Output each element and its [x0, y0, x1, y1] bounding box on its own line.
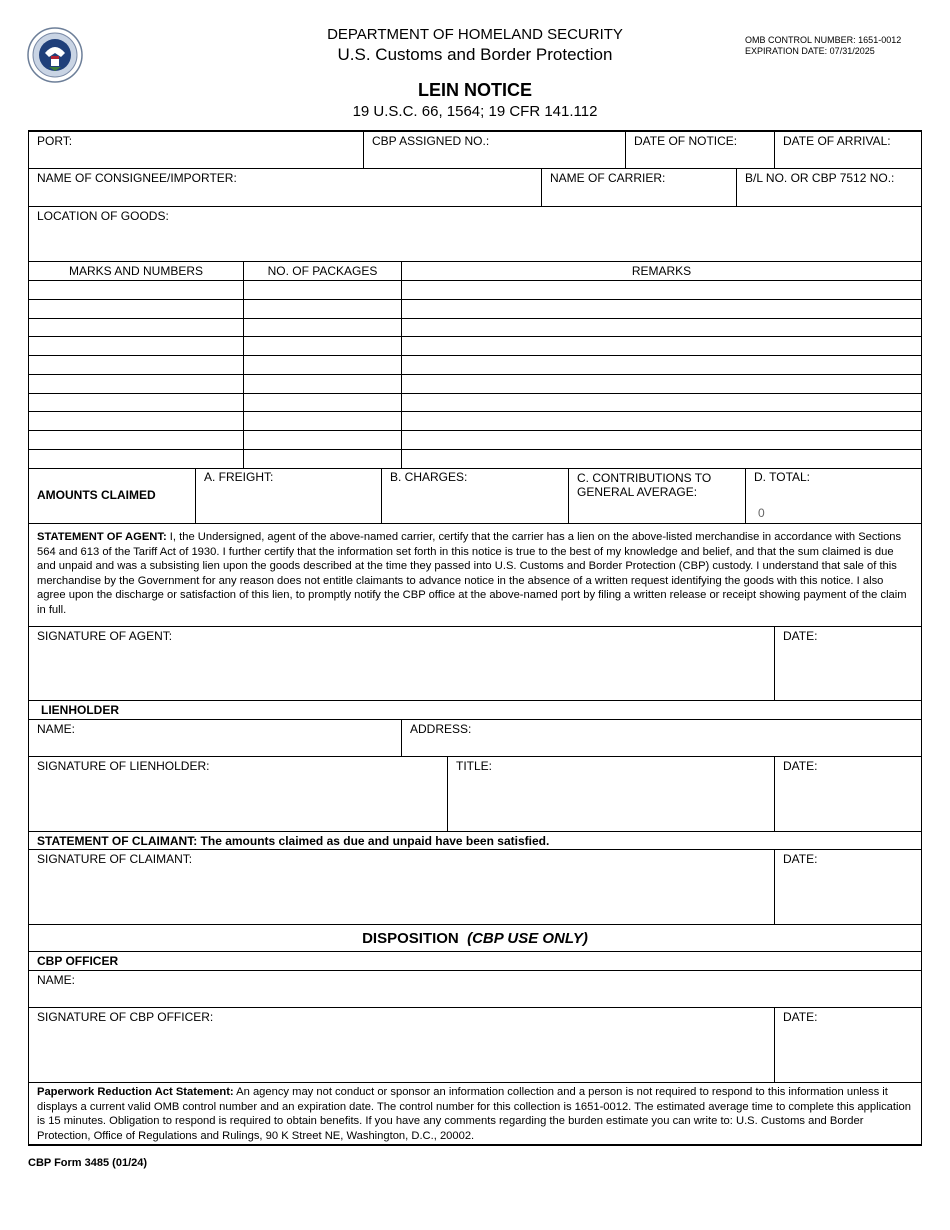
- freight-label: A. FREIGHT:: [204, 470, 274, 484]
- cbp-officer-name-field[interactable]: [29, 971, 921, 1008]
- charges-label: B. CHARGES:: [390, 470, 468, 484]
- date-of-arrival-field[interactable]: [775, 132, 921, 168]
- agent-date-field[interactable]: [775, 627, 921, 700]
- row-consignee: [29, 169, 921, 207]
- total-label: D. TOTAL:: [754, 470, 811, 484]
- date-of-arrival-label: DATE OF ARRIVAL:: [783, 134, 891, 148]
- agent-signature-field[interactable]: [29, 627, 775, 700]
- remarks-cell[interactable]: [402, 356, 921, 374]
- row-port: [29, 132, 921, 169]
- marks-numbers-cell[interactable]: [29, 375, 244, 393]
- remarks-cell[interactable]: [402, 281, 921, 299]
- marks-numbers-cell[interactable]: [29, 412, 244, 430]
- remarks-cell[interactable]: [402, 412, 921, 430]
- lien-notice-form: [28, 130, 922, 1146]
- cbp-officer-name-label: NAME:: [37, 973, 76, 987]
- date-of-notice-label: DATE OF NOTICE:: [634, 134, 738, 148]
- lienholder-heading: LIENHOLDER: [41, 703, 119, 717]
- goods-table-row: [29, 431, 921, 450]
- carrier-field[interactable]: [542, 169, 737, 206]
- amounts-claimed-label-cell: [29, 468, 196, 523]
- remarks-cell[interactable]: [402, 375, 921, 393]
- goods-table-header: [29, 262, 921, 281]
- row-officer-signature: [29, 1008, 921, 1083]
- row-claimant-signature: [29, 850, 921, 925]
- packages-cell[interactable]: [244, 375, 402, 393]
- bl-no-label: B/L NO. OR CBP 7512 NO.:: [745, 171, 895, 185]
- goods-table-row: [29, 412, 921, 431]
- claimant-date-label: DATE:: [783, 852, 818, 866]
- form-number: CBP Form 3485 (01/24): [28, 1157, 148, 1169]
- goods-table-row: [29, 319, 921, 338]
- packages-cell[interactable]: [244, 319, 402, 337]
- lienholder-date-field[interactable]: [775, 757, 921, 831]
- marks-numbers-header: MARKS AND NUMBERS: [29, 262, 244, 280]
- remarks-header: REMARKS: [631, 264, 692, 278]
- marks-numbers-cell[interactable]: [29, 300, 244, 318]
- goods-table-row: [29, 375, 921, 394]
- claimant-signature-label: SIGNATURE OF CLAIMANT:: [37, 852, 193, 866]
- omb-expiration-date: EXPIRATION DATE: 07/31/2025: [745, 46, 875, 56]
- contributions-field[interactable]: [569, 468, 746, 523]
- charges-field[interactable]: [382, 468, 569, 523]
- total-field[interactable]: [746, 468, 921, 523]
- claimant-date-field[interactable]: [775, 850, 921, 924]
- cbp-assigned-no-label: CBP ASSIGNED NO.:: [372, 134, 490, 148]
- packages-cell[interactable]: [244, 394, 402, 412]
- paperwork-reduction-statement: [29, 1083, 921, 1146]
- statement-of-agent-heading: STATEMENT OF AGENT:: [37, 531, 167, 543]
- marks-numbers-cell[interactable]: [29, 319, 244, 337]
- omb-info: [745, 35, 901, 57]
- packages-cell[interactable]: [244, 412, 402, 430]
- contributions-label: C. CONTRIBUTIONS TO GENERAL AVERAGE:: [577, 471, 712, 499]
- lienholder-name-field[interactable]: [29, 720, 402, 756]
- packages-cell[interactable]: [244, 450, 402, 468]
- marks-numbers-cell[interactable]: [29, 450, 244, 468]
- claimant-signature-field[interactable]: [29, 850, 775, 924]
- agency-name: U.S. Customs and Border Protection: [337, 45, 613, 64]
- goods-table-row: [29, 450, 921, 469]
- carrier-label: NAME OF CARRIER:: [550, 171, 666, 185]
- packages-cell[interactable]: [244, 300, 402, 318]
- legal-citation: 19 U.S.C. 66, 1564; 19 CFR 141.112: [352, 103, 598, 120]
- marks-numbers-cell[interactable]: [29, 431, 244, 449]
- amounts-claimed-label: AMOUNTS CLAIMED: [37, 488, 156, 502]
- row-lienholder-name: [29, 720, 921, 757]
- lienholder-signature-label: SIGNATURE OF LIENHOLDER:: [37, 759, 210, 773]
- goods-table-row: [29, 300, 921, 319]
- cbp-officer-signature-label: SIGNATURE OF CBP OFFICER:: [37, 1010, 214, 1024]
- omb-control-number: OMB CONTROL NUMBER: 1651-0012: [745, 35, 902, 45]
- agent-date-label: DATE:: [783, 629, 818, 643]
- packages-cell[interactable]: [244, 356, 402, 374]
- remarks-cell[interactable]: [402, 337, 921, 355]
- consignee-label: NAME OF CONSIGNEE/IMPORTER:: [37, 171, 237, 185]
- remarks-cell[interactable]: [402, 319, 921, 337]
- port-field[interactable]: [29, 132, 364, 168]
- lienholder-address-label: ADDRESS:: [410, 722, 472, 736]
- statement-of-claimant-text: STATEMENT OF CLAIMANT: The amounts claimed as due and unpaid have been satisfied.: [37, 834, 550, 848]
- lienholder-section-header: [29, 701, 921, 720]
- freight-field[interactable]: [196, 468, 382, 523]
- department-name: DEPARTMENT OF HOMELAND SECURITY: [327, 26, 623, 43]
- port-label: PORT:: [37, 134, 73, 148]
- row-amounts: [29, 468, 921, 524]
- packages-cell[interactable]: [244, 337, 402, 355]
- cbp-officer-date-label: DATE:: [783, 1010, 818, 1024]
- lienholder-date-label: DATE:: [783, 759, 818, 773]
- packages-header: NO. OF PACKAGES: [244, 262, 402, 280]
- agent-signature-label: SIGNATURE OF AGENT:: [37, 629, 173, 643]
- remarks-cell[interactable]: [402, 394, 921, 412]
- goods-table-row: [29, 281, 921, 300]
- goods-table-row: [29, 337, 921, 356]
- cbp-officer-section-header: [29, 952, 921, 971]
- cbp-officer-date-field[interactable]: [775, 1008, 921, 1082]
- remarks-cell[interactable]: [402, 450, 921, 468]
- bl-no-field[interactable]: [737, 169, 921, 206]
- form-title: LEIN NOTICE: [417, 80, 532, 100]
- remarks-cell[interactable]: [402, 431, 921, 449]
- lienholder-title-label: TITLE:: [456, 759, 493, 773]
- disposition-heading-row: [29, 925, 921, 952]
- total-value: 0: [758, 506, 765, 520]
- cbp-officer-signature-field[interactable]: [29, 1008, 775, 1082]
- marks-numbers-cell[interactable]: [29, 281, 244, 299]
- marks-numbers-cell[interactable]: [29, 337, 244, 355]
- lienholder-address-field[interactable]: [402, 720, 921, 756]
- row-agent-signature: [29, 627, 921, 701]
- lienholder-name-label: NAME:: [37, 722, 76, 736]
- remarks-cell[interactable]: [402, 300, 921, 318]
- statement-of-claimant: [29, 832, 921, 850]
- paperwork-text: An agency may not conduct or sponsor an information collection and a person is not required to respond to this information unless it displays a current valid OMB control number and an expiration date. The control number for this collection is 1651-0012. The estimated average time to complete this application is 15 minutes. Obligation to respond is required to obtain benefits. If you have any comments regarding the burden estimate you can write to: U.S. Customs and Border Protection, Office of Regulations and Rulings, 90 K Street NE, Washington, D.C., 20002.: [37, 1086, 911, 1142]
- lienholder-signature-field[interactable]: [29, 757, 448, 831]
- statement-of-agent: [29, 524, 921, 627]
- cbp-assigned-no-field[interactable]: [364, 132, 626, 168]
- consignee-field[interactable]: [29, 169, 542, 206]
- marks-numbers-cell[interactable]: [29, 356, 244, 374]
- paperwork-heading: Paperwork Reduction Act Statement:: [37, 1086, 234, 1098]
- disposition-qualifier: (CBP USE ONLY): [467, 930, 588, 947]
- cbp-officer-heading: CBP OFFICER: [37, 954, 119, 968]
- statement-of-agent-text: I, the Undersigned, agent of the above-named carrier, certify that the carrier has a lien on the above-listed merchandise in accordance with Sections 564 and 613 of the Tariff Act of 1930. I further certify that the information set forth in this notice is true to the best of my knowledge and belief, and that the sum claimed is due and unpaid and was a subsisting lien upon the goods described at the time they passed into U.S. Customs and Border Protection (CBP) custody. I understand that sale of this merchandise by the Government for any reason does not entitle claimants to advance notice in the absence of a written request identifying the goods with this notice. I also agree upon the discharge or satisfaction of this lien, to promptly notify the CBP office at the above-named port by filing a written release or receipt showing payment of the claim in full.: [37, 531, 907, 616]
- packages-cell[interactable]: [244, 281, 402, 299]
- marks-numbers-cell[interactable]: [29, 394, 244, 412]
- date-of-notice-field[interactable]: [626, 132, 775, 168]
- location-of-goods-field[interactable]: [29, 207, 921, 262]
- lienholder-title-field[interactable]: [448, 757, 775, 831]
- packages-cell[interactable]: [244, 431, 402, 449]
- location-label: LOCATION OF GOODS:: [37, 209, 169, 223]
- goods-table-row: [29, 356, 921, 375]
- row-lienholder-signature: [29, 757, 921, 832]
- disposition-heading: DISPOSITION (CBP USE ONLY): [362, 930, 588, 947]
- goods-table-row: [29, 394, 921, 413]
